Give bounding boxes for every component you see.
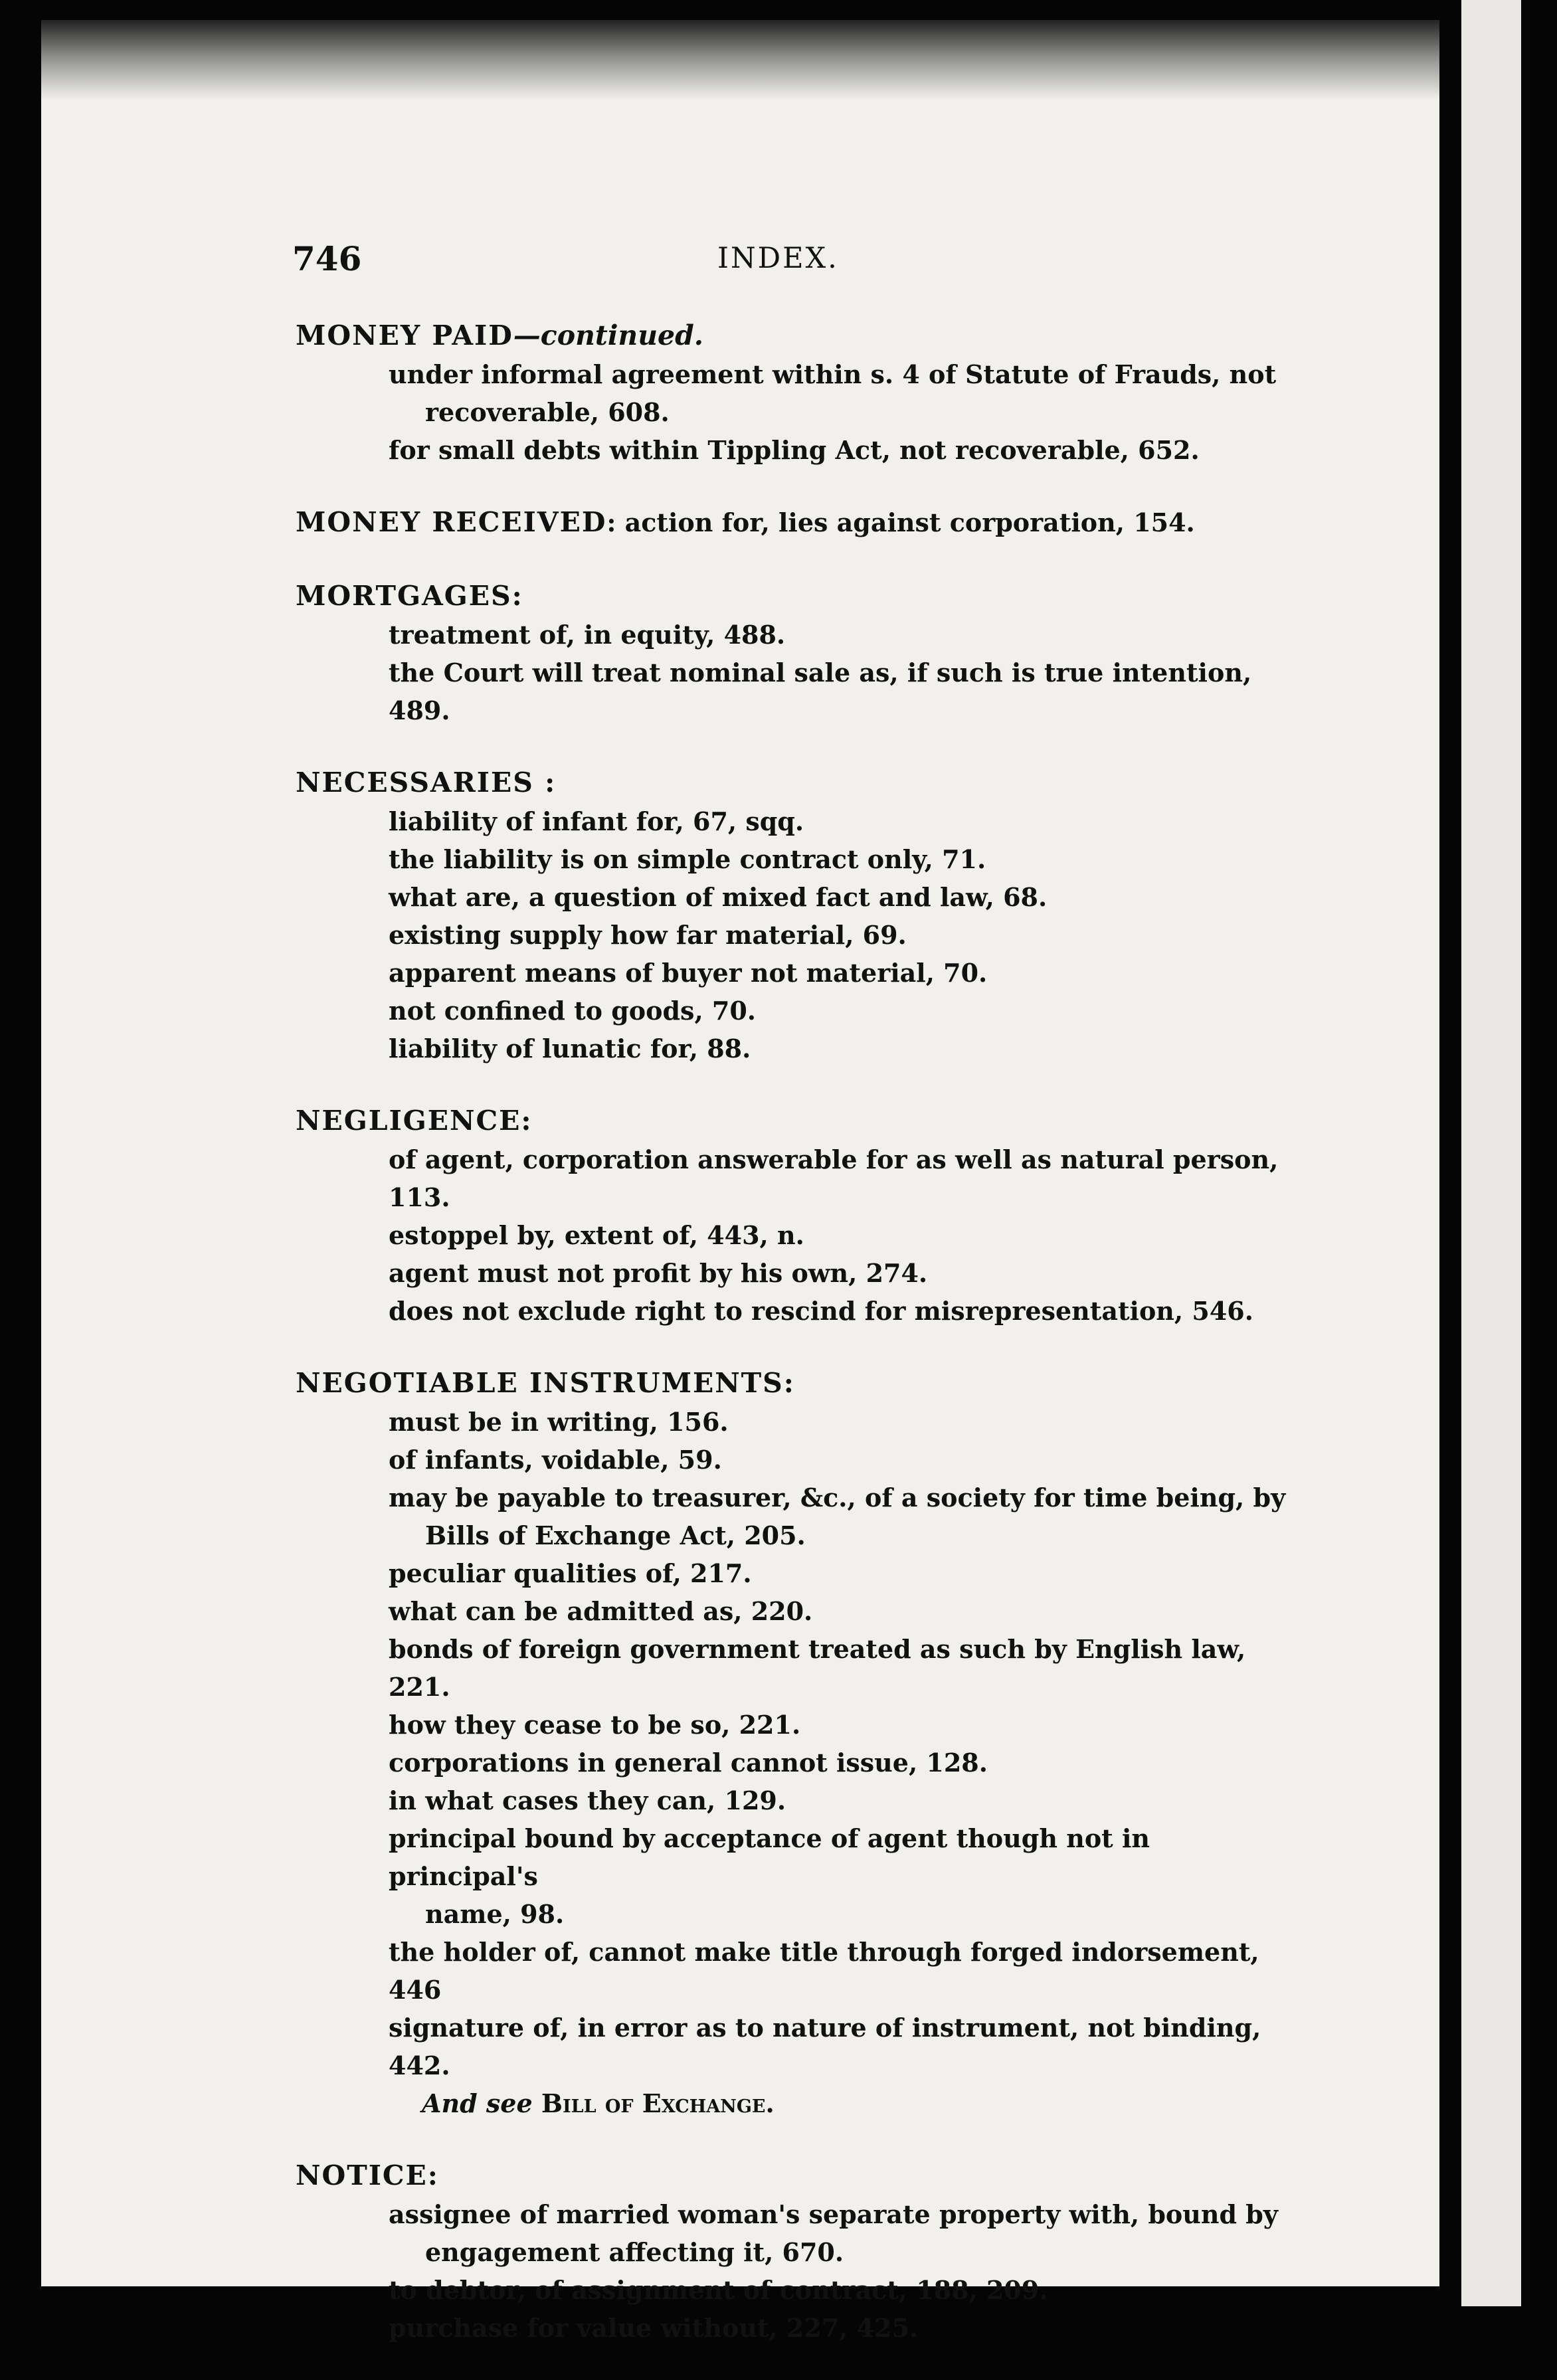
entry-heading: MONEY PAID—continued. <box>296 320 704 351</box>
entry-subheading: the liability is on simple contract only, 71. <box>389 844 986 874</box>
entry-heading: NOTICE: <box>296 2159 439 2191</box>
running-title: INDEX. <box>717 242 839 275</box>
entry-subheading: must be in writing, 156. <box>389 1407 729 1437</box>
index-entries <box>296 316 1292 2380</box>
index-entry <box>296 316 1292 469</box>
entry-heading: NEGLIGENCE: <box>296 1105 533 1137</box>
entry-subheading: corporations in general cannot issue, 128. <box>389 1748 988 1778</box>
page-header <box>292 239 1249 286</box>
page-top-shadow <box>41 20 1439 100</box>
entry-subheading: of infants, voidable, 59. <box>389 1445 722 1475</box>
entry-subheading: liability of infant for, 67, sqq. <box>389 806 804 836</box>
adjacent-page-edge <box>1461 0 1521 2306</box>
entry-subheading: to debtor, of assignment of contract, 188, 209. <box>389 2275 1048 2305</box>
index-entry <box>296 1101 1292 1330</box>
entry-subheading: may be payable to treasurer, &c., of a society for time being, by Bills of Exchange Act, 205. <box>389 1483 1286 1550</box>
entry-subheading: purchase for value without, 227, 425. <box>389 2313 919 2343</box>
entry-subheading: apparent means of buyer not material, 70. <box>389 958 988 988</box>
entry-subheading: what can be admitted as, 220. <box>389 1596 813 1626</box>
entry-subheading: signature of, in error as to nature of instrument, not binding, 442. <box>389 2013 1261 2080</box>
entry-subheading: the holder of, cannot make title through forged indorsement, 446 <box>389 1937 1259 2005</box>
index-entry <box>296 576 1292 729</box>
entry-subheading: agent must not profit by his own, 274. <box>389 1258 928 1288</box>
entry-heading: NEGOTIABLE INSTRUMENTS: <box>296 1367 795 1399</box>
entry-heading: MORTGAGES: <box>296 580 523 612</box>
entry-subheading: estoppel by, extent of, 443, n. <box>389 1220 804 1250</box>
page-gutter <box>1441 0 1461 2306</box>
entry-subheading: in what cases they can, 129. <box>389 1785 786 1815</box>
entry-subheading: liability of lunatic for, 88. <box>389 1034 751 1063</box>
entry-subheading: how they cease to be so, 221. <box>389 1710 801 1740</box>
index-entry <box>296 1363 1292 2122</box>
index-entry <box>296 2155 1292 2347</box>
entry-subheading: under informal agreement within s. 4 of Statute of Frauds, not recoverable, 608. <box>389 359 1277 427</box>
index-entry <box>296 763 1292 1067</box>
entry-subheading: peculiar qualities of, 217. <box>389 1558 752 1588</box>
entry-subheading: assignee of married woman's separate property with, bound by engagement affecting it, 670. <box>389 2199 1278 2267</box>
cross-reference: And see Bill of Exchange. <box>422 2088 775 2118</box>
entry-subheading: of agent, corporation answerable for as well as natural person, 113. <box>389 1144 1279 1212</box>
page-number: 746 <box>292 239 362 278</box>
entry-subheading: principal bound by acceptance of agent though not in principal's name, 98. <box>389 1823 1150 1929</box>
entry-subheading: the Court will treat nominal sale as, if such is true intention, 489. <box>389 658 1252 725</box>
entry-subheading: for small debts within Tippling Act, not recoverable, 652. <box>389 435 1200 465</box>
entry-subheading: treatment of, in equity, 488. <box>389 620 786 650</box>
index-entry <box>296 502 1292 543</box>
entry-subheading: bonds of foreign government treated as such by English law, 221. <box>389 1634 1246 1702</box>
entry-subheading: not confined to goods, 70. <box>389 996 757 1026</box>
entry-subheading: does not exclude right to rescind for misrepresentation, 546. <box>389 1296 1253 1326</box>
entry-subheading: existing supply how far material, 69. <box>389 920 907 950</box>
entry-subheading: what are, a question of mixed fact and law, 68. <box>389 882 1048 912</box>
entry-heading: NECESSARIES : <box>296 767 557 798</box>
entry-heading: MONEY RECEIVED: action for, lies against corporation, 154. <box>296 506 1195 538</box>
